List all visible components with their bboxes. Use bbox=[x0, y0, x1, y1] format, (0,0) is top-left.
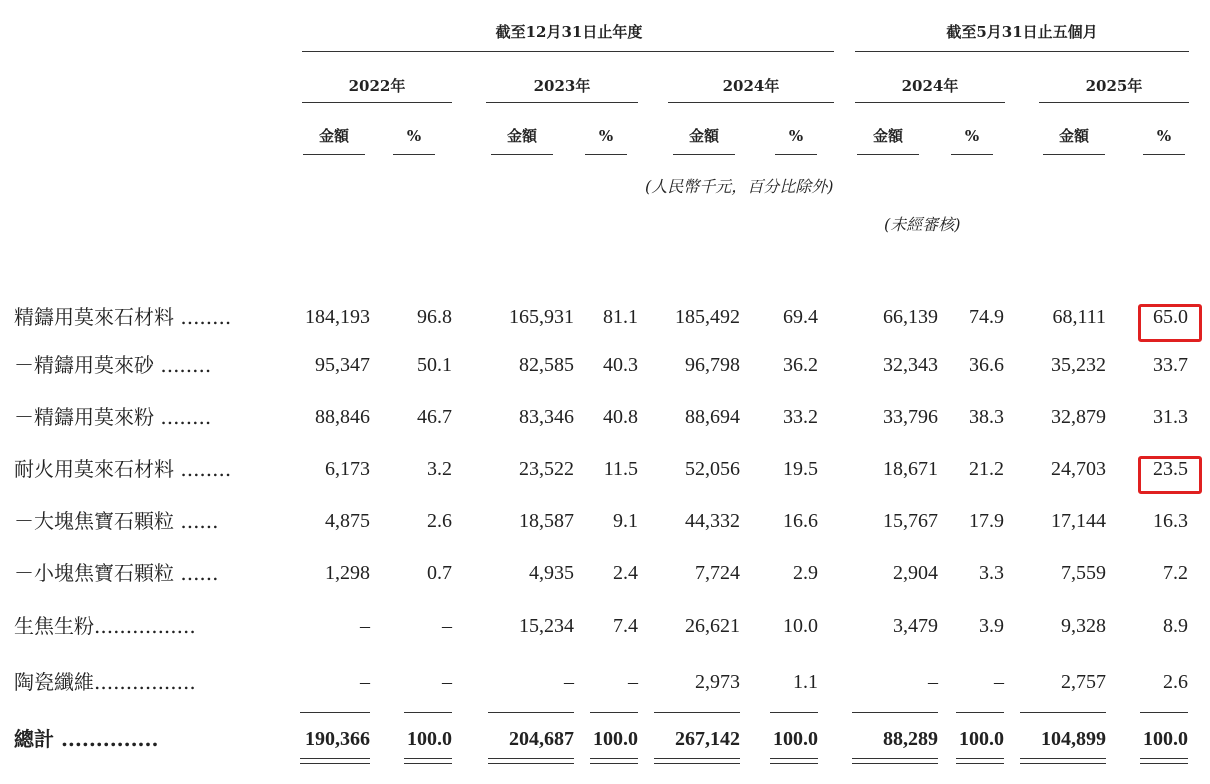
pct-cell: – bbox=[628, 671, 638, 693]
header-year-2025-5m: 2025年 bbox=[1085, 77, 1143, 95]
pct-cell: 36.6 bbox=[969, 354, 1004, 376]
pct-cell: 7.2 bbox=[1163, 562, 1188, 584]
header-year-2024-rule bbox=[668, 102, 834, 103]
amount-cell: – bbox=[360, 615, 370, 637]
total-double-rule bbox=[590, 763, 638, 764]
pct-cell: 3.3 bbox=[979, 562, 1004, 584]
total-pct-cell: 100.0 bbox=[773, 728, 818, 750]
pct-cell: 38.3 bbox=[969, 406, 1004, 428]
unaudited-note: (未經審核) bbox=[884, 215, 961, 234]
amount-cell: 95,347 bbox=[315, 354, 370, 376]
total-double-rule bbox=[852, 758, 938, 759]
pct-header-2023: % bbox=[598, 127, 614, 145]
pct-cell: – bbox=[442, 615, 452, 637]
total-double-rule bbox=[770, 763, 818, 764]
total-double-rule bbox=[956, 758, 1004, 759]
pct-cell: 21.2 bbox=[969, 458, 1004, 480]
amount-cell: 18,671 bbox=[883, 458, 938, 480]
amount-cell: 4,935 bbox=[529, 562, 574, 584]
amount-cell: 88,694 bbox=[685, 406, 740, 428]
pct-cell: 33.7 bbox=[1153, 354, 1188, 376]
row-label: －精鑄用莫來砂 ........ bbox=[14, 353, 212, 377]
subtotal-rule bbox=[1020, 712, 1106, 713]
subtotal-rule bbox=[1140, 712, 1188, 713]
amount-cell: 44,332 bbox=[685, 510, 740, 532]
header-year-2022: 2022年 bbox=[348, 77, 406, 95]
amount-header-2024: 金額 bbox=[688, 127, 719, 145]
total-double-rule bbox=[590, 758, 638, 759]
amount-cell: 2,757 bbox=[1061, 671, 1106, 693]
total-amount-cell: 267,142 bbox=[675, 728, 740, 750]
total-amount-cell: 204,687 bbox=[509, 728, 574, 750]
total-double-rule bbox=[300, 763, 370, 764]
amount-cell: 23,522 bbox=[519, 458, 574, 480]
row-label: 陶瓷纖維................ bbox=[14, 670, 196, 694]
pct-cell: 46.7 bbox=[417, 406, 452, 428]
row-label: 耐火用莫來石材料 ........ bbox=[14, 457, 232, 481]
amount-cell: 35,232 bbox=[1051, 354, 1106, 376]
amount-cell: 4,875 bbox=[325, 510, 370, 532]
total-double-rule bbox=[654, 758, 740, 759]
subheader-rule bbox=[775, 154, 817, 155]
pct-cell: 74.9 bbox=[969, 306, 1004, 328]
amount-cell: 26,621 bbox=[685, 615, 740, 637]
row-label: －大塊焦寶石顆粒 ...... bbox=[14, 509, 219, 533]
total-double-rule bbox=[654, 763, 740, 764]
pct-cell: 2.6 bbox=[1163, 671, 1188, 693]
subheader-rule bbox=[857, 154, 919, 155]
total-double-rule bbox=[1140, 758, 1188, 759]
amount-cell: 9,328 bbox=[1061, 615, 1106, 637]
pct-cell: 40.8 bbox=[603, 406, 638, 428]
amount-cell: 15,767 bbox=[883, 510, 938, 532]
subheader-rule bbox=[585, 154, 627, 155]
total-double-rule bbox=[404, 758, 452, 759]
amount-cell: 32,343 bbox=[883, 354, 938, 376]
total-double-rule bbox=[1140, 763, 1188, 764]
total-pct-cell: 100.0 bbox=[407, 728, 452, 750]
amount-cell: 24,703 bbox=[1051, 458, 1106, 480]
total-double-rule bbox=[404, 763, 452, 764]
unit-note: (人民幣千元，百分比除外) bbox=[645, 177, 834, 196]
total-double-rule bbox=[770, 758, 818, 759]
pct-cell: 10.0 bbox=[783, 615, 818, 637]
amount-cell: 32,879 bbox=[1051, 406, 1106, 428]
subtotal-rule bbox=[488, 712, 574, 713]
pct-cell: 7.4 bbox=[613, 615, 638, 637]
highlight-box-2025-pct-row1 bbox=[1138, 304, 1202, 342]
subheader-rule bbox=[393, 154, 435, 155]
amount-cell: 33,796 bbox=[883, 406, 938, 428]
pct-header-2024: % bbox=[788, 127, 804, 145]
total-double-rule bbox=[956, 763, 1004, 764]
header-year-2024-5m: 2024年 bbox=[901, 77, 959, 95]
amount-cell: 88,846 bbox=[315, 406, 370, 428]
amount-header-2023: 金額 bbox=[506, 127, 537, 145]
subtotal-rule bbox=[654, 712, 740, 713]
amount-header-2022: 金額 bbox=[318, 127, 349, 145]
pct-cell: 17.9 bbox=[969, 510, 1004, 532]
pct-cell: 96.8 bbox=[417, 306, 452, 328]
row-label: －精鑄用莫來粉 ........ bbox=[14, 405, 212, 429]
subheader-rule bbox=[303, 154, 365, 155]
subheader-rule bbox=[1043, 154, 1105, 155]
total-double-rule bbox=[488, 763, 574, 764]
total-double-rule bbox=[1020, 763, 1106, 764]
pct-cell: 9.1 bbox=[613, 510, 638, 532]
subtotal-rule bbox=[300, 712, 370, 713]
subtotal-rule bbox=[404, 712, 452, 713]
pct-cell: 16.3 bbox=[1153, 510, 1188, 532]
amount-cell: – bbox=[360, 671, 370, 693]
subtotal-rule bbox=[956, 712, 1004, 713]
pct-header-2024-5m: % bbox=[964, 127, 980, 145]
header-year-2023: 2023年 bbox=[533, 77, 591, 95]
pct-cell: 50.1 bbox=[417, 354, 452, 376]
amount-cell: 68,111 bbox=[1052, 306, 1106, 328]
amount-cell: 184,193 bbox=[305, 306, 370, 328]
subheader-rule bbox=[491, 154, 553, 155]
total-double-rule bbox=[300, 758, 370, 759]
amount-cell: 83,346 bbox=[519, 406, 574, 428]
pct-cell: 23.5 bbox=[1153, 458, 1188, 480]
amount-cell: – bbox=[928, 671, 938, 693]
header-group-year-ended: 截至12月31日止年度 bbox=[495, 23, 643, 41]
pct-cell: 65.0 bbox=[1153, 306, 1188, 328]
total-pct-cell: 100.0 bbox=[1143, 728, 1188, 750]
amount-cell: 1,298 bbox=[325, 562, 370, 584]
total-amount-cell: 88,289 bbox=[883, 728, 938, 750]
header-group-five-months: 截至5月31日止五個月 bbox=[946, 23, 1098, 41]
pct-header-2022: % bbox=[406, 127, 422, 145]
amount-cell: 15,234 bbox=[519, 615, 574, 637]
header-year-2023-rule bbox=[486, 102, 638, 103]
header-year-2022-rule bbox=[302, 102, 452, 103]
amount-cell: 2,973 bbox=[695, 671, 740, 693]
total-pct-cell: 100.0 bbox=[593, 728, 638, 750]
total-pct-cell: 100.0 bbox=[959, 728, 1004, 750]
header-year-2025-5m-rule bbox=[1039, 102, 1189, 103]
pct-cell: 2.6 bbox=[427, 510, 452, 532]
header-year-2024: 2024年 bbox=[722, 77, 780, 95]
amount-cell: 96,798 bbox=[685, 354, 740, 376]
row-label: 生焦生粉................ bbox=[14, 614, 196, 638]
pct-cell: – bbox=[442, 671, 452, 693]
pct-cell: 2.4 bbox=[613, 562, 638, 584]
row-label: 精鑄用莫來石材料 ........ bbox=[14, 305, 232, 329]
subheader-rule bbox=[673, 154, 735, 155]
pct-cell: 19.5 bbox=[783, 458, 818, 480]
total-row-label: 總計 .............. bbox=[14, 727, 159, 751]
pct-cell: – bbox=[994, 671, 1004, 693]
amount-cell: 7,559 bbox=[1061, 562, 1106, 584]
total-double-rule bbox=[852, 763, 938, 764]
pct-cell: 16.6 bbox=[783, 510, 818, 532]
subtotal-rule bbox=[770, 712, 818, 713]
total-amount-cell: 190,366 bbox=[305, 728, 370, 750]
amount-cell: 2,904 bbox=[893, 562, 938, 584]
row-label: －小塊焦寶石顆粒 ...... bbox=[14, 561, 219, 585]
amount-cell: 7,724 bbox=[695, 562, 740, 584]
amount-cell: 185,492 bbox=[675, 306, 740, 328]
amount-cell: – bbox=[564, 671, 574, 693]
pct-cell: 3.9 bbox=[979, 615, 1004, 637]
pct-cell: 36.2 bbox=[783, 354, 818, 376]
subtotal-rule bbox=[852, 712, 938, 713]
subheader-rule bbox=[1143, 154, 1185, 155]
header-group-year-ended-rule bbox=[302, 51, 834, 52]
amount-header-2025-5m: 金額 bbox=[1058, 127, 1089, 145]
subheader-rule bbox=[951, 154, 993, 155]
total-amount-cell: 104,899 bbox=[1041, 728, 1106, 750]
pct-cell: 81.1 bbox=[603, 306, 638, 328]
pct-cell: 69.4 bbox=[783, 306, 818, 328]
amount-cell: 6,173 bbox=[325, 458, 370, 480]
pct-cell: 2.9 bbox=[793, 562, 818, 584]
amount-cell: 17,144 bbox=[1051, 510, 1106, 532]
pct-cell: 0.7 bbox=[427, 562, 452, 584]
pct-header-2025-5m: % bbox=[1156, 127, 1172, 145]
subtotal-rule bbox=[590, 712, 638, 713]
pct-cell: 3.2 bbox=[427, 458, 452, 480]
total-double-rule bbox=[1020, 758, 1106, 759]
pct-cell: 40.3 bbox=[603, 354, 638, 376]
amount-cell: 52,056 bbox=[685, 458, 740, 480]
amount-cell: 165,931 bbox=[509, 306, 574, 328]
highlight-box-2025-pct-row4 bbox=[1138, 456, 1202, 494]
pct-cell: 31.3 bbox=[1153, 406, 1188, 428]
amount-cell: 3,479 bbox=[893, 615, 938, 637]
amount-cell: 18,587 bbox=[519, 510, 574, 532]
header-year-2024-5m-rule bbox=[855, 102, 1005, 103]
total-double-rule bbox=[488, 758, 574, 759]
pct-cell: 8.9 bbox=[1163, 615, 1188, 637]
pct-cell: 1.1 bbox=[793, 671, 818, 693]
pct-cell: 11.5 bbox=[603, 458, 638, 480]
header-group-five-months-rule bbox=[855, 51, 1189, 52]
pct-cell: 33.2 bbox=[783, 406, 818, 428]
amount-cell: 82,585 bbox=[519, 354, 574, 376]
amount-cell: 66,139 bbox=[883, 306, 938, 328]
amount-header-2024-5m: 金額 bbox=[872, 127, 903, 145]
